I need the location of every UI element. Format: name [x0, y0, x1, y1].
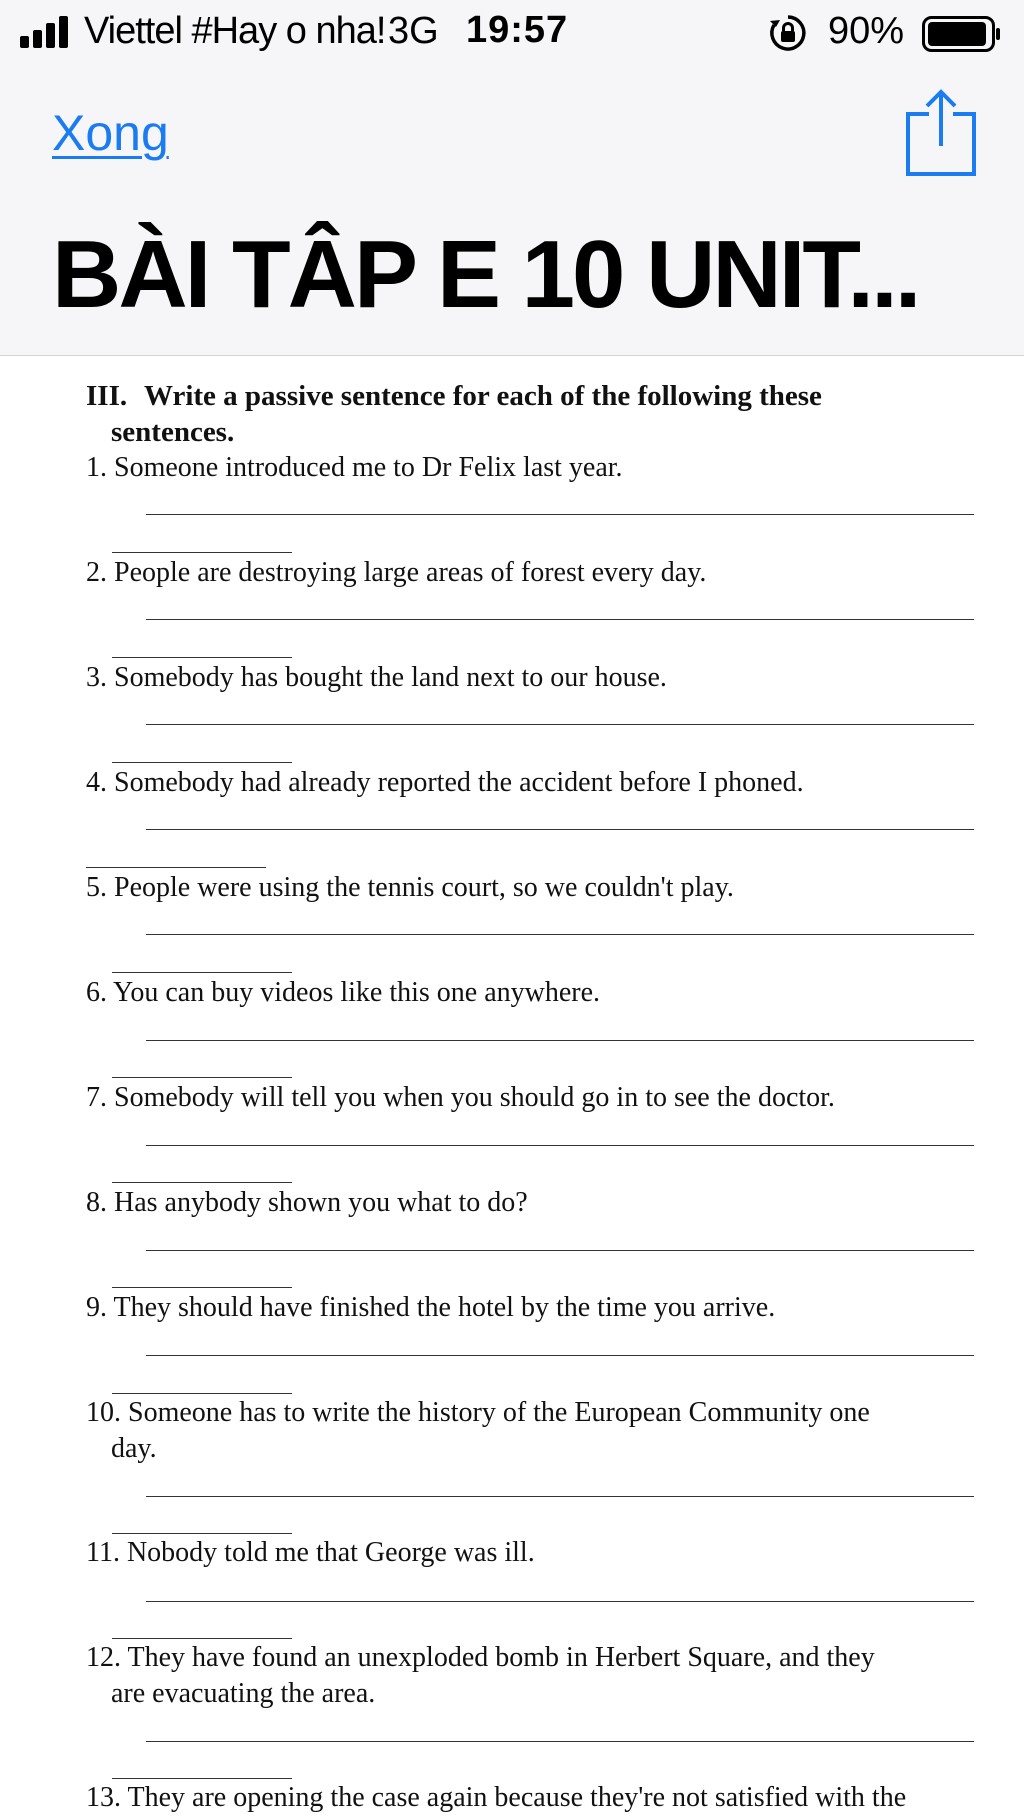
question-text: 6. You can buy videos like this one anywhere. — [86, 977, 601, 1008]
answer-line-stub — [112, 552, 292, 553]
signal-strength-icon — [20, 14, 74, 48]
rotation-lock-icon — [768, 13, 808, 53]
document-page[interactable] — [0, 356, 1024, 1817]
answer-line-stub — [112, 1638, 292, 1639]
answer-line[interactable] — [146, 619, 974, 620]
question-item — [86, 1535, 966, 1571]
question-item — [86, 555, 966, 591]
question-item — [86, 1290, 966, 1326]
question-item — [86, 450, 966, 486]
question-text: 5. People were using the tennis court, so we couldn't play. — [86, 872, 734, 903]
question-text: 7. Somebody will tell you when you should go in to see the doctor. — [86, 1082, 835, 1113]
question-item — [86, 1185, 966, 1221]
answer-line-stub — [112, 657, 292, 658]
question-item — [86, 1395, 966, 1467]
question-text: 8. Has anybody shown you what to do? — [86, 1187, 528, 1218]
section-heading-text: Write a passive sentence for each of the following these — [144, 380, 822, 412]
answer-line-stub — [112, 1077, 292, 1078]
answer-line[interactable] — [146, 1040, 974, 1041]
battery-icon — [922, 16, 1002, 52]
question-text-continuation: day. — [111, 1433, 157, 1464]
question-text: 9. They should have finished the hotel by the time you arrive. — [86, 1292, 776, 1323]
question-text: 13. They are opening the case again because they're not satisfied with the — [86, 1782, 907, 1813]
question-item — [86, 975, 966, 1011]
question-text-continuation: are evacuating the area. — [111, 1678, 376, 1709]
answer-line[interactable] — [146, 1496, 974, 1497]
question-item — [86, 1080, 966, 1116]
question-text: 2. People are destroying large areas of forest every day. — [86, 557, 707, 588]
question-item — [86, 660, 966, 696]
question-text: 4. Somebody had already reported the accident before I phoned. — [86, 767, 804, 798]
answer-line-stub — [112, 1778, 292, 1779]
answer-line[interactable] — [146, 724, 974, 725]
answer-line-stub — [112, 1393, 292, 1394]
carrier-name: Viettel #Hay o nha! — [84, 10, 386, 52]
section-heading — [86, 378, 916, 450]
status-time: 19:57 — [466, 9, 569, 51]
answer-line[interactable] — [146, 1355, 974, 1356]
question-item — [86, 765, 966, 801]
question-item — [86, 870, 966, 906]
navigation-bar — [0, 66, 1024, 206]
answer-line-stub — [112, 762, 292, 763]
answer-line[interactable] — [146, 514, 974, 515]
answer-line-stub — [112, 1533, 292, 1534]
question-text: 1. Someone introduced me to Dr Felix last year. — [86, 452, 623, 483]
battery-percentage: 90% — [828, 10, 905, 52]
header-area — [0, 0, 1024, 356]
answer-line[interactable] — [146, 1741, 974, 1742]
question-text: 10. Someone has to write the history of the European Community one — [86, 1397, 870, 1428]
question-text: 3. Somebody has bought the land next to our house. — [86, 662, 667, 693]
section-number: III. — [86, 380, 128, 412]
network-type: 3G — [388, 10, 439, 52]
question-item — [86, 1780, 966, 1816]
answer-line-stub — [112, 1182, 292, 1183]
answer-line[interactable] — [146, 1250, 974, 1251]
answer-line[interactable] — [146, 934, 974, 935]
status-bar — [0, 0, 1024, 66]
done-button[interactable]: Xong — [52, 105, 169, 161]
answer-line-stub — [112, 1287, 292, 1288]
answer-line[interactable] — [146, 829, 974, 830]
answer-line-stub — [86, 867, 266, 868]
section-heading-continuation: sentences. — [111, 416, 235, 448]
question-text: 12. They have found an unexploded bomb in Herbert Square, and they — [86, 1642, 875, 1673]
share-icon[interactable] — [905, 86, 977, 178]
question-text: 11. Nobody told me that George was ill. — [86, 1537, 535, 1568]
answer-line[interactable] — [146, 1145, 974, 1146]
answer-line-stub — [112, 972, 292, 973]
answer-line[interactable] — [146, 1601, 974, 1602]
document-title: BÀI TÂP E 10 UNIT... — [52, 221, 919, 328]
question-item — [86, 1640, 966, 1712]
